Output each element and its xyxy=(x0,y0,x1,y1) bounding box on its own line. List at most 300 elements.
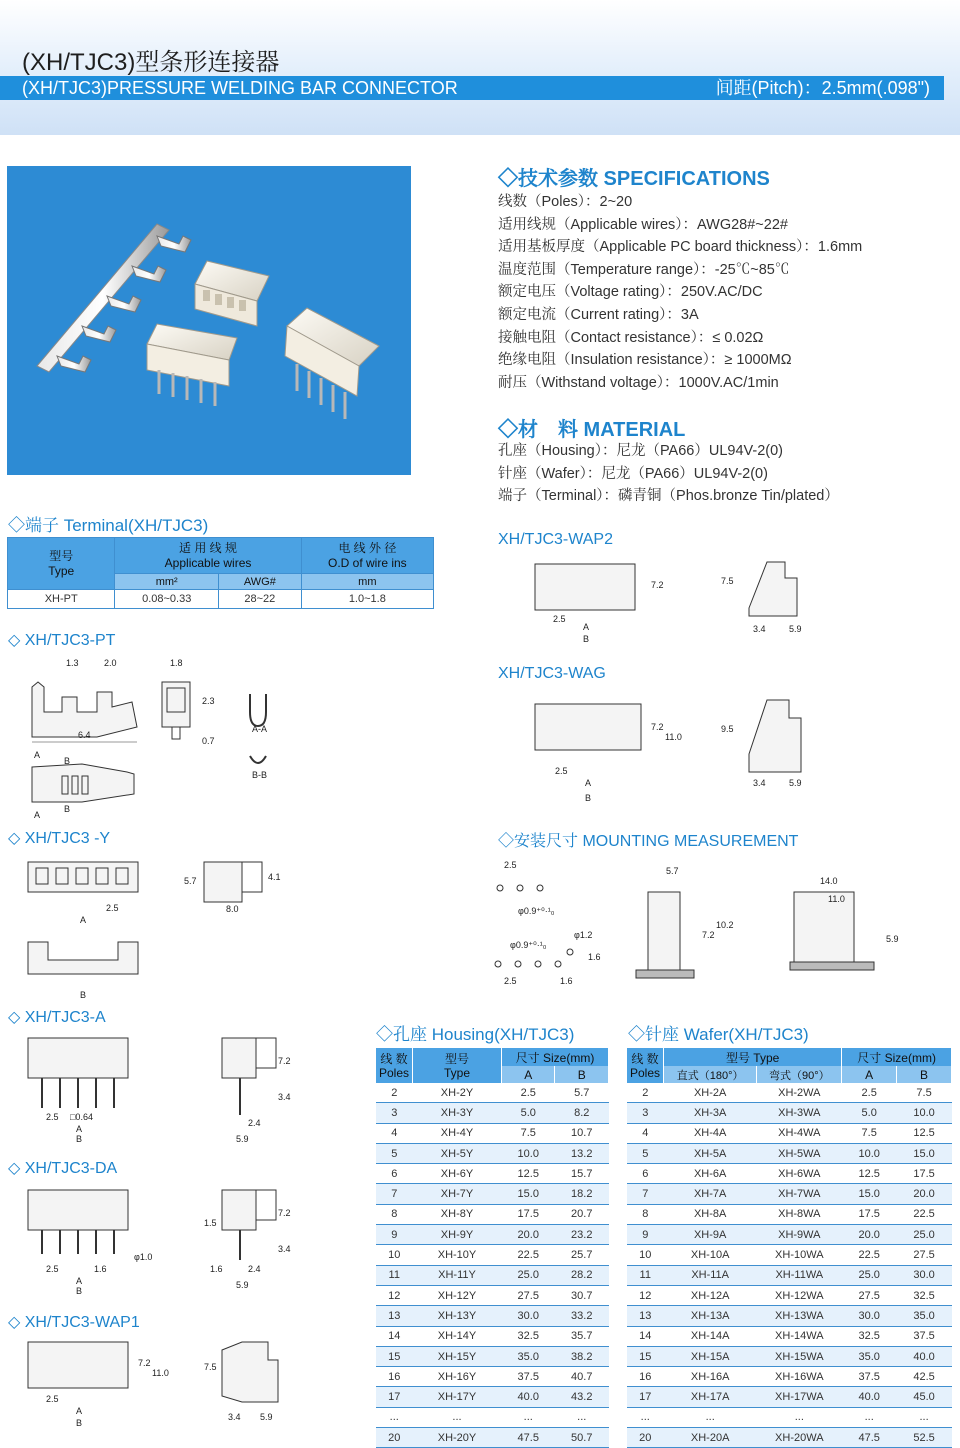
table-cell: 17.5 xyxy=(897,1164,952,1184)
cell-mm2: 0.08~0.33 xyxy=(115,590,219,609)
drawing-wap1 xyxy=(22,1336,302,1436)
spec-line: 线数（Poles）：2~20 xyxy=(498,194,633,210)
table-cell: 2.5 xyxy=(842,1083,897,1103)
th-type-en: Type xyxy=(443,1065,470,1080)
dim-label: 3.4 xyxy=(278,1092,291,1102)
table-cell: 7.5 xyxy=(897,1083,952,1103)
table-cell: 43.2 xyxy=(555,1387,609,1407)
dim-label: 7.2 xyxy=(651,580,664,590)
dim-label: A-A xyxy=(252,724,268,734)
dim-label: A xyxy=(76,1406,83,1416)
table-cell: 50.7 xyxy=(555,1428,609,1448)
th-wires xyxy=(115,538,301,574)
dim-label: 7.2 xyxy=(278,1208,291,1218)
table-cell: 17.5 xyxy=(842,1204,897,1224)
dim-label: 9.5 xyxy=(721,724,734,734)
table-cell: XH-14WA xyxy=(757,1326,842,1346)
dim-label: 5.9 xyxy=(260,1412,273,1422)
wafer-table xyxy=(627,1048,952,1448)
th-a: A xyxy=(502,1066,555,1083)
table-cell: ... xyxy=(627,1407,664,1427)
table-cell: 5.0 xyxy=(502,1103,555,1123)
table-cell: 5 xyxy=(376,1143,413,1163)
th-type-en: Type xyxy=(48,563,75,578)
table-cell: 20.0 xyxy=(897,1184,952,1204)
dim-label: 5.9 xyxy=(236,1134,249,1144)
table-row xyxy=(376,1285,609,1305)
dim-label: 2.0 xyxy=(104,658,117,668)
table-cell: XH-2A xyxy=(664,1083,757,1103)
table-cell: 12.5 xyxy=(502,1164,555,1184)
dim-label: 3.4 xyxy=(228,1412,241,1422)
th-a: A xyxy=(842,1066,897,1083)
table-cell: XH-17A xyxy=(664,1387,757,1407)
dim-label: 11.0 xyxy=(152,1368,169,1378)
table-cell: ... xyxy=(757,1407,842,1427)
label-mount: ◇安装尺寸 MOUNTING MEASUREMENT xyxy=(498,833,799,850)
table-cell: XH-10WA xyxy=(757,1245,842,1265)
table-row xyxy=(627,1387,952,1407)
dim-label: 2.3 xyxy=(202,696,215,706)
table-cell: 7.5 xyxy=(502,1123,555,1143)
table-cell: 15.0 xyxy=(897,1143,952,1163)
connector-illustration xyxy=(7,166,411,475)
pitch-label: 间距(Pitch)：2.5mm(.098") xyxy=(715,78,930,98)
table-cell: XH-20A xyxy=(664,1428,757,1448)
table-cell: XH-16WA xyxy=(757,1367,842,1387)
dim-label: B xyxy=(64,756,71,766)
table-cell: 15.0 xyxy=(842,1184,897,1204)
table-cell: 33.2 xyxy=(555,1306,609,1326)
table-cell: XH-2Y xyxy=(413,1083,502,1103)
table-cell: XH-5A xyxy=(664,1143,757,1163)
table-cell: 32.5 xyxy=(842,1326,897,1346)
dim-label: A xyxy=(76,1124,83,1134)
table-cell: XH-20Y xyxy=(413,1428,502,1448)
th-type: 型号 Type xyxy=(664,1048,842,1066)
table-cell: 4 xyxy=(376,1123,413,1143)
th-size: 尺寸 Size(mm) xyxy=(502,1048,609,1066)
th-mm: mm xyxy=(301,574,433,590)
table-cell: 10 xyxy=(627,1245,664,1265)
dim-label: 2.5 xyxy=(504,976,517,986)
table-cell: XH-4WA xyxy=(757,1123,842,1143)
dim-label: 7.5 xyxy=(204,1362,217,1372)
drawing-pt xyxy=(22,652,302,822)
label-y: ◇ XH/TJC3 -Y xyxy=(8,830,111,847)
table-row xyxy=(627,1245,952,1265)
table-row xyxy=(627,1204,952,1224)
table-cell: 2 xyxy=(627,1083,664,1103)
table-cell: 12 xyxy=(627,1285,664,1305)
wafer-body xyxy=(627,1083,952,1448)
dim-label: 2.5 xyxy=(553,614,566,624)
table-cell: 37.5 xyxy=(502,1367,555,1387)
table-cell: XH-5WA xyxy=(757,1143,842,1163)
dim-label: B xyxy=(80,990,87,1000)
dim-label: 1.3 xyxy=(66,658,79,668)
table-cell: 12.5 xyxy=(897,1123,952,1143)
th-poles-en: Poles xyxy=(378,1065,410,1080)
drawing-a xyxy=(22,1030,302,1150)
table-row xyxy=(627,1164,952,1184)
table-row xyxy=(376,1387,609,1407)
table-row xyxy=(376,1245,609,1265)
th-wires-cn: 适 用 线 规 xyxy=(179,540,238,555)
table-cell: XH-15Y xyxy=(413,1346,502,1366)
label-da: ◇ XH/TJC3-DA xyxy=(8,1160,118,1177)
dim-label: A xyxy=(34,750,41,760)
dim-label: 0.7 xyxy=(202,736,215,746)
spec-line: 适用基板厚度（Applicable PC board thickness）：1.6mm xyxy=(498,239,863,256)
table-row xyxy=(627,1265,952,1285)
table-cell: 37.5 xyxy=(842,1367,897,1387)
dim-label: 5.9 xyxy=(789,624,802,634)
dim-label: 5.7 xyxy=(666,866,679,876)
table-cell: 28.2 xyxy=(555,1265,609,1285)
spec-line: 接触电阻（Contact resistance）：≤ 0.02Ω xyxy=(498,329,764,346)
table-cell: 27.5 xyxy=(842,1285,897,1305)
table-cell: 47.5 xyxy=(502,1428,555,1448)
table-cell: 42.5 xyxy=(897,1367,952,1387)
table-cell: 15.7 xyxy=(555,1164,609,1184)
dim-label: B xyxy=(64,804,71,814)
dim-label: φ0.9⁺⁰·¹₀ xyxy=(510,940,547,950)
table-cell: XH-7A xyxy=(664,1184,757,1204)
table-cell: XH-8Y xyxy=(413,1204,502,1224)
table-cell: XH-16A xyxy=(664,1367,757,1387)
table-cell: 10.0 xyxy=(502,1143,555,1163)
table-row xyxy=(376,1103,609,1123)
dim-label: 1.6 xyxy=(210,1264,223,1274)
specifications-list xyxy=(498,191,862,394)
table-cell: XH-12A xyxy=(664,1285,757,1305)
table-cell: 27.5 xyxy=(897,1245,952,1265)
dim-label: B xyxy=(583,634,590,644)
dim-label: □0.64 xyxy=(70,1112,93,1122)
table-cell: XH-17Y xyxy=(413,1387,502,1407)
th-type xyxy=(413,1048,502,1083)
table-row xyxy=(376,1204,609,1224)
table-cell: XH-15A xyxy=(664,1346,757,1366)
table-row xyxy=(627,1285,952,1305)
table-cell: 40.0 xyxy=(502,1387,555,1407)
table-cell: 9 xyxy=(627,1225,664,1245)
page-title: (XH/TJC3)型条形连接器 xyxy=(22,49,280,76)
th-size: 尺寸 Size(mm) xyxy=(842,1048,952,1066)
th-b: B xyxy=(897,1066,952,1083)
label-pt: ◇ XH/TJC3-PT xyxy=(8,632,116,649)
drawing-wap2 xyxy=(535,558,835,648)
th-straight: 直式（180°） xyxy=(664,1066,757,1083)
dim-label: B-B xyxy=(252,770,268,780)
table-cell: ... xyxy=(502,1407,555,1427)
table-cell: 30.7 xyxy=(555,1285,609,1305)
table-row xyxy=(627,1143,952,1163)
dim-label: 10.2 xyxy=(716,920,734,930)
dim-label: A xyxy=(585,778,592,788)
table-row xyxy=(627,1407,952,1427)
title-en: (XH/TJC3)PRESSURE WELDING BAR CONNECTOR xyxy=(22,78,458,98)
table-row xyxy=(627,1306,952,1326)
table-cell: 25.0 xyxy=(897,1225,952,1245)
spec-line: 温度范围（Temperature range）：-25℃~85℃ xyxy=(498,261,790,278)
table-cell: 13 xyxy=(376,1306,413,1326)
dim-label: 8.0 xyxy=(226,904,239,914)
table-cell: 2 xyxy=(376,1083,413,1103)
table-row xyxy=(627,1103,952,1123)
table-cell: 5.7 xyxy=(555,1083,609,1103)
table-cell: 23.2 xyxy=(555,1225,609,1245)
table-cell: ... xyxy=(842,1407,897,1427)
dim-label: φ1.2 xyxy=(574,930,593,940)
table-cell: ... xyxy=(376,1407,413,1427)
table-cell: XH-9WA xyxy=(757,1225,842,1245)
dim-label: 2.5 xyxy=(46,1264,59,1274)
table-cell: XH-17WA xyxy=(757,1387,842,1407)
table-cell: 14 xyxy=(376,1326,413,1346)
dim-label: B xyxy=(76,1286,83,1296)
table-cell: 20 xyxy=(376,1428,413,1448)
dim-label: A xyxy=(583,622,590,632)
dim-label: 7.2 xyxy=(278,1056,291,1066)
table-cell: XH-3A xyxy=(664,1103,757,1123)
table-cell: XH-11A xyxy=(664,1265,757,1285)
table-cell: 40.7 xyxy=(555,1367,609,1387)
material-list xyxy=(498,440,839,508)
dim-label: 7.2 xyxy=(651,722,664,732)
dim-label: 7.5 xyxy=(721,576,734,586)
table-cell: 15 xyxy=(627,1346,664,1366)
table-cell: XH-7WA xyxy=(757,1184,842,1204)
table-cell: 2.5 xyxy=(502,1083,555,1103)
table-cell: 11 xyxy=(376,1265,413,1285)
table-cell: 38.2 xyxy=(555,1346,609,1366)
terminal-table xyxy=(7,537,434,609)
table-row xyxy=(627,1367,952,1387)
dim-label: 5.9 xyxy=(789,778,802,788)
table-row xyxy=(627,1123,952,1143)
wafer-title: ◇针座 Wafer(XH/TJC3) xyxy=(628,1025,809,1044)
table-cell: XH-11WA xyxy=(757,1265,842,1285)
dim-label: 2.5 xyxy=(504,860,517,870)
table-cell: 30.0 xyxy=(897,1265,952,1285)
table-cell: 15 xyxy=(376,1346,413,1366)
dim-label: 2.4 xyxy=(248,1264,261,1274)
dim-label: 2.5 xyxy=(46,1394,59,1404)
table-cell: 35.0 xyxy=(502,1346,555,1366)
table-cell: XH-9Y xyxy=(413,1225,502,1245)
table-row xyxy=(376,1083,609,1103)
table-cell: XH-16Y xyxy=(413,1367,502,1387)
table-cell: XH-9A xyxy=(664,1225,757,1245)
dim-label: 2.5 xyxy=(106,903,119,913)
dim-label: 1.5 xyxy=(204,1218,217,1228)
dim-label: φ0.9⁺⁰·¹₀ xyxy=(518,906,555,916)
table-row xyxy=(627,1225,952,1245)
table-row xyxy=(627,1326,952,1346)
table-cell: 13.2 xyxy=(555,1143,609,1163)
table-cell: 17 xyxy=(376,1387,413,1407)
dim-label: 7.2 xyxy=(138,1358,151,1368)
dim-label: 1.6 xyxy=(94,1264,107,1274)
product-photo xyxy=(7,166,411,475)
dim-label: A xyxy=(34,810,41,820)
table-row xyxy=(627,1184,952,1204)
th-type-cn: 型号 xyxy=(49,548,74,563)
dim-label: 2.5 xyxy=(46,1112,59,1122)
cell-awg: 28~22 xyxy=(219,590,302,609)
drawing-y xyxy=(22,852,292,1002)
table-cell: XH-12Y xyxy=(413,1285,502,1305)
table-cell: 3 xyxy=(627,1103,664,1123)
terminal-title: ◇端子 Terminal(XH/TJC3) xyxy=(8,516,209,535)
table-cell: 8.2 xyxy=(555,1103,609,1123)
table-cell: 15.0 xyxy=(502,1184,555,1204)
dim-label: 7.2 xyxy=(702,930,715,940)
table-cell: 18.2 xyxy=(555,1184,609,1204)
table-cell: 12.5 xyxy=(842,1164,897,1184)
table-cell: 16 xyxy=(376,1367,413,1387)
drawing-da xyxy=(22,1182,302,1302)
table-cell: 6 xyxy=(627,1164,664,1184)
spec-line: 额定电压（Voltage rating）：250V.AC/DC xyxy=(498,284,763,301)
table-cell: 22.5 xyxy=(842,1245,897,1265)
header xyxy=(0,0,960,135)
table-cell: XH-13WA xyxy=(757,1306,842,1326)
housing-table xyxy=(376,1048,609,1448)
table-row xyxy=(376,1306,609,1326)
table-row xyxy=(376,1407,609,1427)
table-cell: 32.5 xyxy=(897,1285,952,1305)
dim-label: 11.0 xyxy=(828,894,845,904)
label-wap2: XH/TJC3-WAP2 xyxy=(498,531,613,548)
th-type xyxy=(8,538,115,590)
dim-label: 3.4 xyxy=(278,1244,291,1254)
table-cell: 7 xyxy=(376,1184,413,1204)
table-cell: 45.0 xyxy=(897,1387,952,1407)
table-cell: XH-13Y xyxy=(413,1306,502,1326)
table-cell: XH-4A xyxy=(664,1123,757,1143)
table-cell: 37.5 xyxy=(897,1326,952,1346)
label-a: ◇ XH/TJC3-A xyxy=(8,1009,106,1026)
table-row xyxy=(376,1346,609,1366)
table-cell: XH-6Y xyxy=(413,1164,502,1184)
table-cell: 20.0 xyxy=(842,1225,897,1245)
th-type-cn: 型号 xyxy=(444,1051,469,1066)
th-poles xyxy=(376,1048,413,1083)
table-cell: 9 xyxy=(376,1225,413,1245)
spec-line: 适用线规（Applicable wires）：AWG28#~22# xyxy=(498,216,788,233)
dim-label: 3.4 xyxy=(753,624,766,634)
housing-body xyxy=(376,1083,609,1448)
table-row xyxy=(376,1367,609,1387)
table-row xyxy=(8,590,434,609)
dim-label: A xyxy=(76,1276,83,1286)
th-mm2: mm² xyxy=(115,574,219,590)
table-cell: 8 xyxy=(376,1204,413,1224)
dim-label: B xyxy=(76,1134,83,1144)
table-row xyxy=(376,1428,609,1448)
th-poles-cn: 线 数 xyxy=(380,1051,408,1066)
table-cell: 3 xyxy=(376,1103,413,1123)
th-od-en: O.D of wire ins xyxy=(327,555,407,570)
table-cell: XH-3Y xyxy=(413,1103,502,1123)
dim-label: 2.5 xyxy=(555,766,568,776)
material-line: 孔座（Housing）：尼龙（PA66）UL94V-2(0) xyxy=(498,443,783,459)
table-cell: XH-8A xyxy=(664,1204,757,1224)
cell-type: XH-PT xyxy=(8,590,115,609)
table-cell: XH-15WA xyxy=(757,1346,842,1366)
dim-label: 3.4 xyxy=(753,778,766,788)
dim-label: 11.0 xyxy=(665,732,682,742)
table-row xyxy=(627,1083,952,1103)
table-row xyxy=(376,1225,609,1245)
table-cell: 7 xyxy=(627,1184,664,1204)
th-wires-en: Applicable wires xyxy=(164,555,252,570)
table-cell: 22.5 xyxy=(502,1245,555,1265)
table-row xyxy=(376,1164,609,1184)
material-title: ◇材 料 MATERIAL xyxy=(498,419,686,441)
dim-label: 5.9 xyxy=(236,1280,249,1290)
table-cell: 13 xyxy=(627,1306,664,1326)
dim-label: 5.9 xyxy=(886,934,899,944)
spec-line: 额定电流（Current rating）：3A xyxy=(498,306,699,323)
table-cell: 17.5 xyxy=(502,1204,555,1224)
table-cell: ... xyxy=(413,1407,502,1427)
label-wap1: ◇ XH/TJC3-WAP1 xyxy=(8,1314,140,1331)
table-cell: XH-11Y xyxy=(413,1265,502,1285)
table-cell: XH-6WA xyxy=(757,1164,842,1184)
dim-label: A xyxy=(80,915,87,925)
table-cell: 27.5 xyxy=(502,1285,555,1305)
drawing-mount xyxy=(490,852,910,1002)
table-cell: XH-7Y xyxy=(413,1184,502,1204)
dim-label: 6.4 xyxy=(78,730,91,740)
table-cell: XH-5Y xyxy=(413,1143,502,1163)
dim-label: B xyxy=(585,793,592,803)
dim-label: 1.6 xyxy=(560,976,573,986)
table-cell: 25.0 xyxy=(502,1265,555,1285)
table-cell: XH-3WA xyxy=(757,1103,842,1123)
dim-label: 14.0 xyxy=(820,876,838,886)
table-cell: ... xyxy=(664,1407,757,1427)
table-row xyxy=(627,1346,952,1366)
table-cell: ... xyxy=(555,1407,609,1427)
th-awg: AWG# xyxy=(219,574,302,590)
table-cell: 25.0 xyxy=(842,1265,897,1285)
table-cell: XH-2WA xyxy=(757,1083,842,1103)
drawing-wag xyxy=(535,698,835,808)
table-cell: 30.0 xyxy=(502,1306,555,1326)
specifications-title: ◇技术参数 SPECIFICATIONS xyxy=(498,168,770,190)
table-cell: 16 xyxy=(627,1367,664,1387)
table-cell: 10.0 xyxy=(842,1143,897,1163)
table-cell: 20.0 xyxy=(502,1225,555,1245)
dim-label: 1.8 xyxy=(170,658,183,668)
th-od xyxy=(301,538,433,574)
table-cell: 4 xyxy=(627,1123,664,1143)
table-cell: XH-10Y xyxy=(413,1245,502,1265)
table-cell: 35.0 xyxy=(842,1346,897,1366)
dim-label: φ1.0 xyxy=(134,1252,153,1262)
th-poles xyxy=(627,1048,664,1083)
table-cell: 20.7 xyxy=(555,1204,609,1224)
th-poles-cn: 线 数 xyxy=(631,1051,659,1066)
table-row xyxy=(376,1123,609,1143)
table-cell: 25.7 xyxy=(555,1245,609,1265)
table-row xyxy=(376,1143,609,1163)
